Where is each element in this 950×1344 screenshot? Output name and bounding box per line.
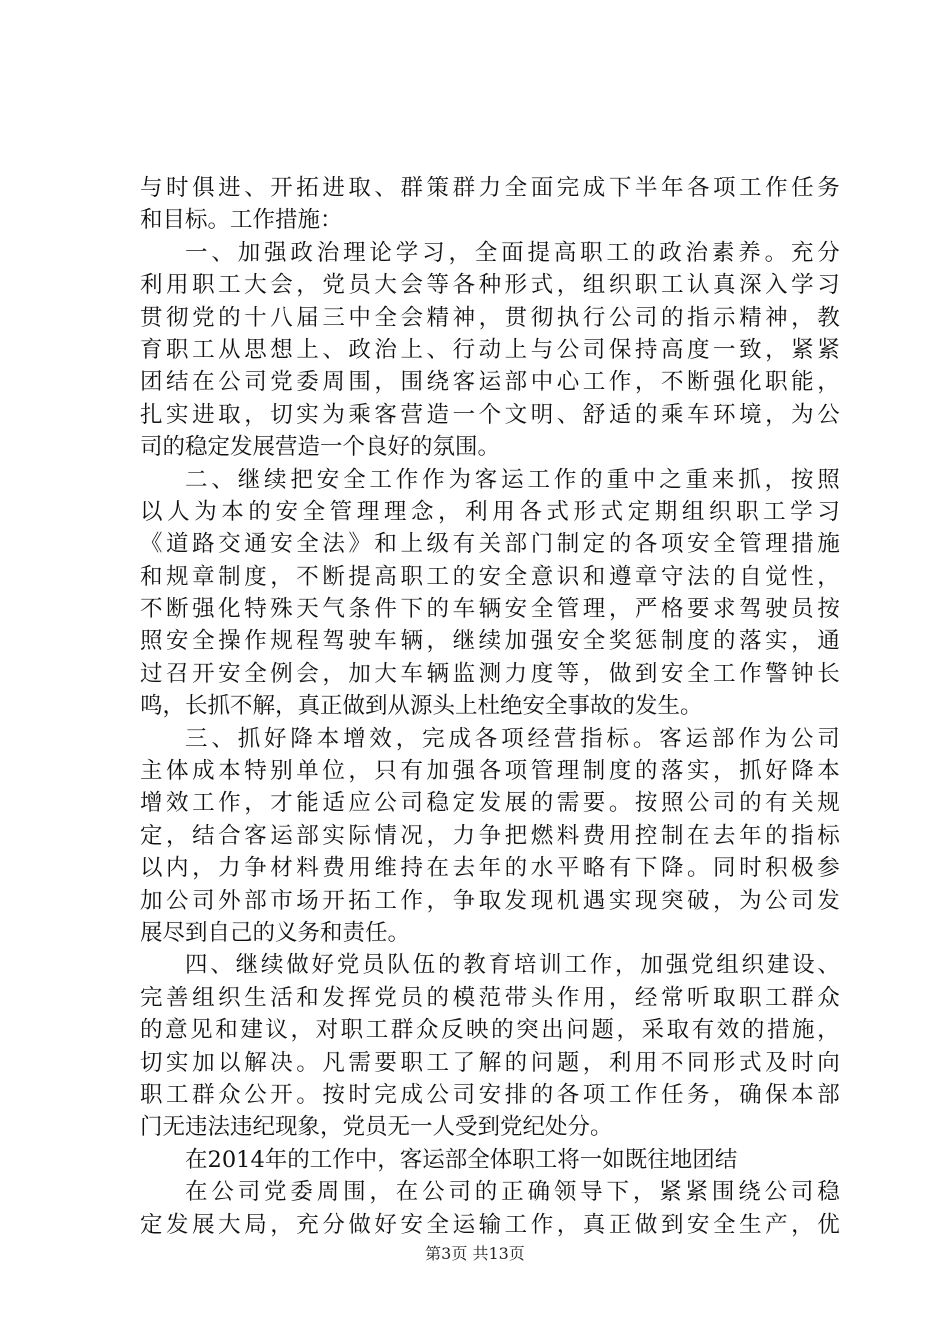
paragraph-line: 过 召 开 安 全 例 会 ， 加 大 车 辆 监 测 力 度 等 ， 做 到 安 全 工 作 警 钟 长 xyxy=(140,660,840,687)
paragraph-line: 职 工 群 众 公 开 。 按 时 完 成 公 司 安 排 的 各 项 工 作 任 务 ， 确 保 本 部 xyxy=(140,1081,840,1108)
paragraph-line: 不 断 强 化 特 殊 天 气 条 件 下 的 车 辆 安 全 管 理 ， 严 格 要 求 驾 驶 员 按 xyxy=(140,596,840,623)
page-number-label: 第3页 共13页 xyxy=(425,1244,525,1263)
paragraph-line: 扎 实 进 取 ， 切 实 为 乘 客 营 造 一 个 文 明 、 舒 适 的 乘 车 环 境 ， 为 公 xyxy=(140,401,840,428)
paragraph-line: 定 发 展 大 局 ， 充 分 做 好 安 全 运 输 工 作 ， 真 正 做 到 安 全 生 产 ， 优 xyxy=(140,1211,840,1238)
paragraph-line: 在 公 司 党 委 周 围 ， 在 公 司 的 正 确 领 导 下 ， 紧 紧 围 绕 公 司 稳 xyxy=(185,1179,840,1206)
paragraph-line: 加 公 司 外 部 市 场 开 拓 工 作 ， 争 取 发 现 机 遇 实 现 突 破 ， 为 公 司 发 xyxy=(140,887,840,914)
paragraph-line: 团 结 在 公 司 党 委 周 围 ， 围 绕 客 运 部 中 心 工 作 ， 不 断 强 化 职 能 ， xyxy=(140,369,840,396)
paragraph-line: 与 时 俱 进 、 开 拓 进 取 、 群 策 群 力 全 面 完 成 下 半 年 各 项 工 作 任 务 xyxy=(140,175,840,201)
paragraph-line: 在2014年的工作中，客运部全体职工将一如既往地团结 xyxy=(185,1146,738,1173)
paragraph-line: 定 ， 结 合 客 运 部 实 际 情 况 ， 力 争 把 燃 料 费 用 控 制 在 去 年 的 指 标 xyxy=(140,822,840,849)
paragraph-line: 切 实 加 以 解 决 。 凡 需 要 职 工 了 解 的 问 题 ， 利 用 不 同 形 式 及 时 向 xyxy=(140,1049,840,1076)
paragraph-line: 一 、 加 强 政 治 理 论 学 习 ， 全 面 提 高 职 工 的 政 治 素 养 。 充 分 xyxy=(185,239,840,266)
paragraph-line: 育 职 工 从 思 想 上 、 政 治 上 、 行 动 上 与 公 司 保 持 高 度 一 致 ， 紧 紧 xyxy=(140,336,840,363)
paragraph-line: 的 意 见 和 建 议 ， 对 职 工 群 众 反 映 的 突 出 问 题 ， 采 取 有 效 的 措 施 ， xyxy=(140,1017,840,1044)
paragraph-line: 鸣，长抓不解，真正做到从源头上杜绝安全事故的发生。 xyxy=(140,693,703,720)
paragraph-line: 和目标。工作措施： xyxy=(140,207,343,234)
paragraph-line: 贯 彻 党 的 十 八 届 三 中 全 会 精 神 ， 贯 彻 执 行 公 司 的 指 示 精 神 ， 教 xyxy=(140,304,840,331)
paragraph-line: 增 效 工 作 ， 才 能 适 应 公 司 稳 定 发 展 的 需 要 。 按 照 公 司 的 有 关 规 xyxy=(140,790,840,817)
paragraph-line: 以 内 ， 力 争 材 料 费 用 维 持 在 去 年 的 水 平 略 有 下 降 。 同 时 积 极 参 xyxy=(140,855,840,882)
paragraph-line: 《 道 路 交 通 安 全 法 》 和 上 级 有 关 部 门 制 定 的 各 项 安 全 管 理 措 施 xyxy=(140,531,840,558)
paragraph-line: 和 规 章 制 度 ， 不 断 提 高 职 工 的 安 全 意 识 和 遵 章 守 法 的 自 觉 性 ， xyxy=(140,563,840,590)
paragraph-line: 以 人 为 本 的 安 全 管 理 理 念 ， 利 用 各 式 形 式 定 期 组 织 职 工 学 习 xyxy=(140,498,840,525)
paragraph-line: 展尽到自己的义务和责任。 xyxy=(140,919,411,946)
paragraph-line: 照 安 全 操 作 规 程 驾 驶 车 辆 ， 继 续 加 强 安 全 奖 惩 制 度 的 落 实 ， 通 xyxy=(140,628,840,655)
page-footer xyxy=(0,1244,950,1264)
paragraph-line: 利 用 职 工 大 会 ， 党 员 大 会 等 各 种 形 式 ， 组 织 职 工 认 真 深 入 学 习 xyxy=(140,272,840,299)
paragraph-line: 三 、 抓 好 降 本 增 效 ， 完 成 各 项 经 营 指 标 。 客 运 部 作 为 公 司 xyxy=(185,725,840,752)
paragraph-line: 主 体 成 本 特 别 单 位 ， 只 有 加 强 各 项 管 理 制 度 的 落 实 ， 抓 好 降 本 xyxy=(140,758,840,785)
paragraph-line: 二 、 继 续 把 安 全 工 作 作 为 客 运 工 作 的 重 中 之 重 来 抓 ， 按 照 xyxy=(185,466,840,493)
paragraph-line: 司的稳定发展营造一个良好的氛围。 xyxy=(140,434,501,461)
paragraph-line: 完 善 组 织 生 活 和 发 挥 党 员 的 模 范 带 头 作 用 ， 经 常 听 取 职 工 群 众 xyxy=(140,984,840,1011)
paragraph-line: 门无违法违纪现象，党员无一人受到党纪处分。 xyxy=(140,1114,613,1141)
document-body xyxy=(140,172,840,1241)
paragraph-line: 四 、 继 续 做 好 党 员 队 伍 的 教 育 培 训 工 作 ， 加 强 党 组 织 建 设 、 xyxy=(185,952,840,979)
